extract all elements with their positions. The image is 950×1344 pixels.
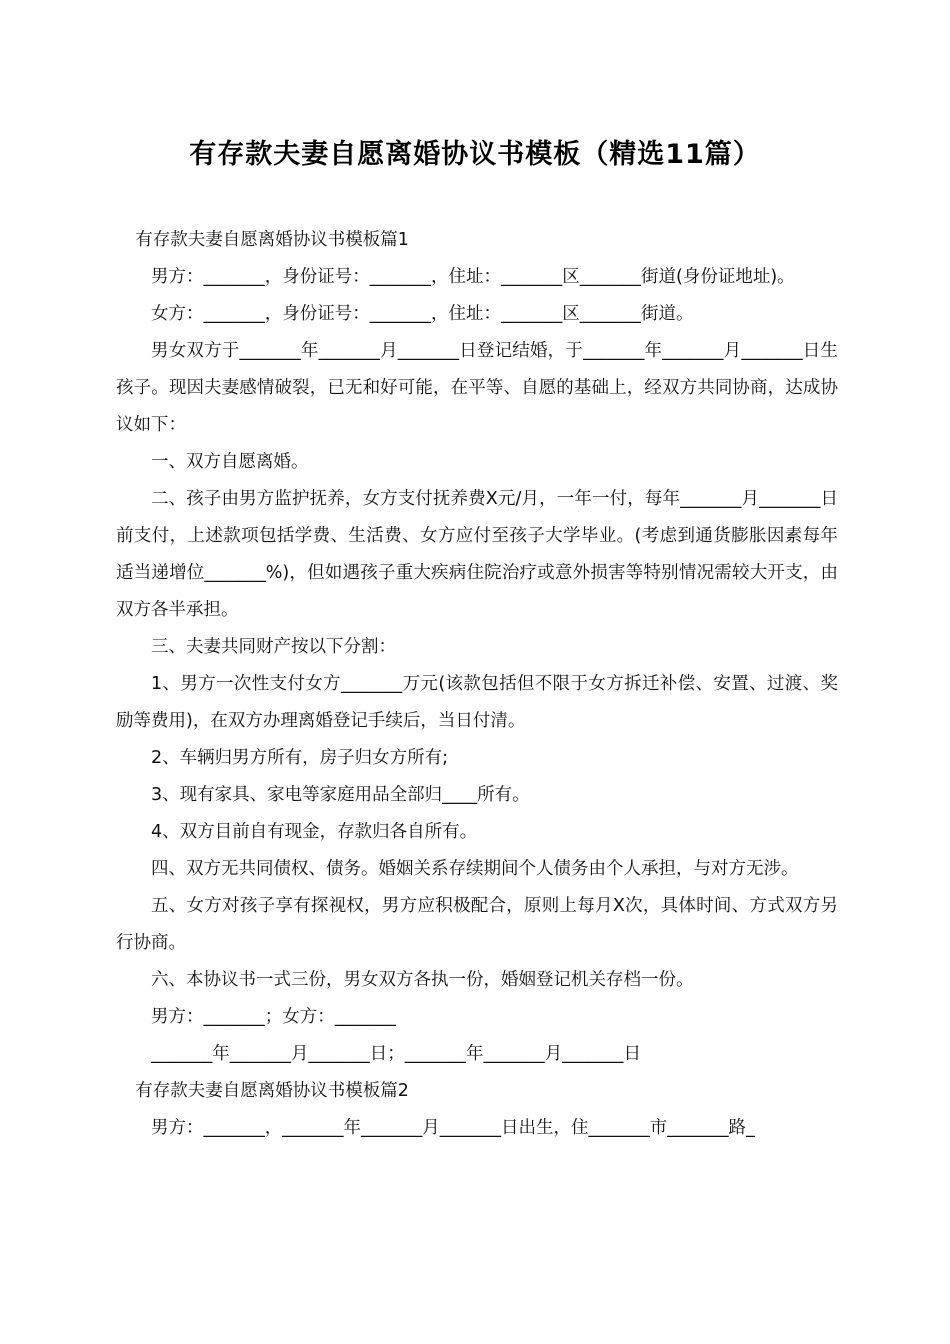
clause-4: 四、双方无共同债权、债务。婚姻关系存续期间个人债务由个人承担，与对方无涉。 bbox=[151, 859, 799, 879]
clause-3-item-3: 3、现有家具、家电等家庭用品全部归____所有。 bbox=[151, 785, 530, 805]
clause-3-item-4: 4、双方目前自有现金，存款归各自所有。 bbox=[151, 822, 478, 842]
clause-2: 二、孩子由男方监护抚养，女方支付抚养费X元/月，一年一付，每年_______月_______日前支付，上述款项包括学费、生活费、女方应付至孩子大学毕业。(考虑到通货膨胀因素每年适当递增位_______%)，但如遇孩子重大疾病住院治疗或意外损害等特别情况需较大开支，由双方各半承担。 bbox=[116, 489, 838, 620]
section-heading-1: 有存款夫妻自愿离婚协议书模板篇1 bbox=[135, 230, 409, 250]
clause-3: 三、夫妻共同财产按以下分割： bbox=[151, 637, 396, 657]
paragraph-female-party: 女方：_______，身份证号：_______，住址：_______区_______街道。 bbox=[151, 304, 694, 324]
clause-6: 六、本协议书一式三份，男女双方各执一份，婚姻登记机关存档一份。 bbox=[151, 970, 694, 990]
clause-3-item-1: 1、男方一次性支付女方_______万元(该款包括但不限于女方拆迁补偿、安置、过渡、奖励等费用)，在双方办理离婚登记手续后，当日付清。 bbox=[116, 674, 838, 731]
clause-5: 五、女方对孩子享有探视权，男方应积极配合，原则上每月X次，具体时间、方式双方另行协商。 bbox=[116, 896, 838, 953]
paragraph-marriage-info: 男女双方于_______年_______月_______日登记结婚，于_______年_______月_______日生孩子。现因夫妻感情破裂，已无和好可能，在平等、自愿的基础上，经双方共同协商，达成协议如下： bbox=[116, 341, 838, 435]
signature-line: 男方：_______；女方：_______ bbox=[151, 1007, 396, 1027]
paragraph-male-party: 男方：_______，身份证号：_______，住址：_______区_______街道(身份证地址)。 bbox=[151, 267, 795, 287]
document-body bbox=[116, 222, 838, 1147]
section-heading-2: 有存款夫妻自愿离婚协议书模板篇2 bbox=[135, 1081, 409, 1101]
date-line: _______年_______月_______日；_______年_______月_______日 bbox=[151, 1044, 641, 1064]
document-title: 有存款夫妻自愿离婚协议书模板（精选11篇） bbox=[189, 139, 761, 170]
clause-3-item-2: 2、车辆归男方所有，房子归女方所有; bbox=[151, 748, 449, 768]
paragraph-male-party-2: 男方：_______，_______年_______月_______日出生，住_______市_______路_ bbox=[151, 1118, 755, 1138]
clause-1: 一、双方自愿离婚。 bbox=[151, 452, 309, 472]
